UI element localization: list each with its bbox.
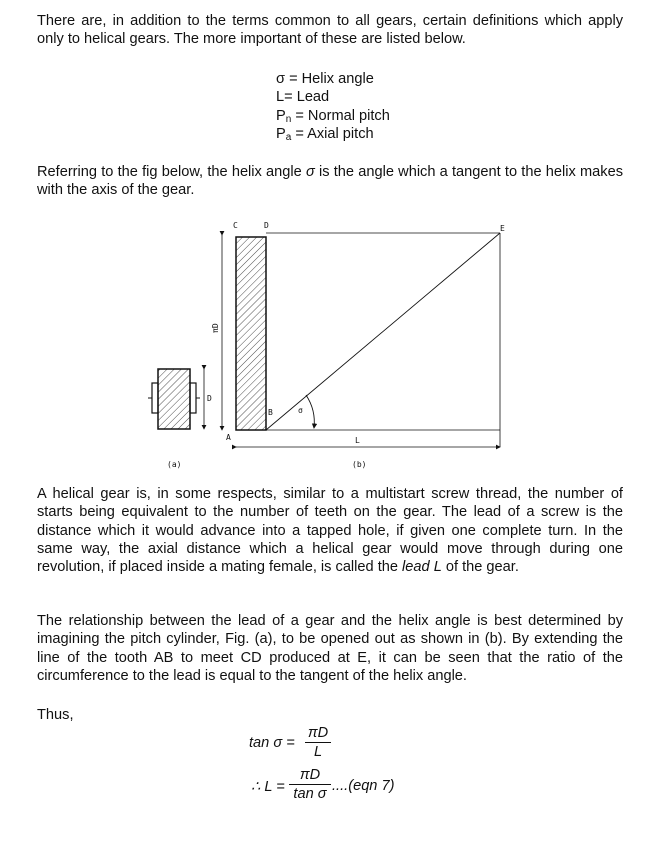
helical-paragraph: A helical gear is, in some respects, similar to a multistart screw thread, the number of starts being equivalent to the number of teeth on the gear. The lead of a screw is the distance which it would advance into a tapped hole, if given one complete turn. In the same way, the axial distance which a helical gear would move through during one revolution, if placed inside a mating female, is called the lead L of the gear.: [37, 486, 623, 576]
equation-2-fraction: πD tan σ: [289, 767, 331, 802]
caption-a: (a): [167, 460, 182, 469]
label-d-small: D: [207, 394, 212, 403]
gear-cylinder-a: [148, 369, 204, 429]
label-e: E: [500, 224, 505, 233]
caption-b: (b): [352, 460, 367, 469]
equation-1-lhs: tan σ =: [249, 735, 295, 751]
label-c: C: [233, 221, 238, 230]
referring-paragraph: Referring to the fig below, the helix angle σ is the angle which a tangent to the helix makes with the axis of the gear.: [37, 164, 623, 199]
helix-line-ae: [266, 233, 500, 430]
definition-normal-pitch: $P_n$ = Normal pitch: [276, 107, 390, 125]
label-sigma: σ: [298, 406, 303, 415]
helix-figure: [130, 215, 515, 475]
label-d: D: [264, 221, 269, 230]
label-b: B: [268, 408, 273, 417]
definitions-list: [276, 70, 390, 143]
angle-arc: [306, 395, 314, 428]
label-a: A: [226, 433, 231, 442]
label-pid: πD: [211, 323, 220, 333]
label-l: L: [355, 436, 360, 445]
thus-label: Thus,: [37, 707, 74, 723]
definition-helix-angle: σ = Helix angle: [276, 71, 374, 87]
definition-axial-pitch: $P_a$ = Axial pitch: [276, 125, 374, 143]
tooth-strip: [236, 237, 266, 430]
relationship-paragraph: The relationship between the lead of a gear and the helix angle is best determined by imagining the pitch cylinder, Fig. (a), to be opened out as shown in (b). By extending the line of the tooth AB to meet CD produced at E, it can be seen that the ratio of the circumference to the lead is equal to the tangent of the helix angle.: [37, 613, 623, 684]
intro-paragraph: There are, in addition to the terms common to all gears, certain definitions which apply only to helical gears. The more important of these are listed below.: [37, 13, 623, 48]
equation-2-tag: ....(eqn 7): [332, 778, 395, 794]
equation-2-lhs: ∴ L =: [251, 779, 285, 795]
equation-1-fraction: πD L: [305, 725, 331, 760]
definition-lead: L= Lead: [276, 89, 330, 106]
